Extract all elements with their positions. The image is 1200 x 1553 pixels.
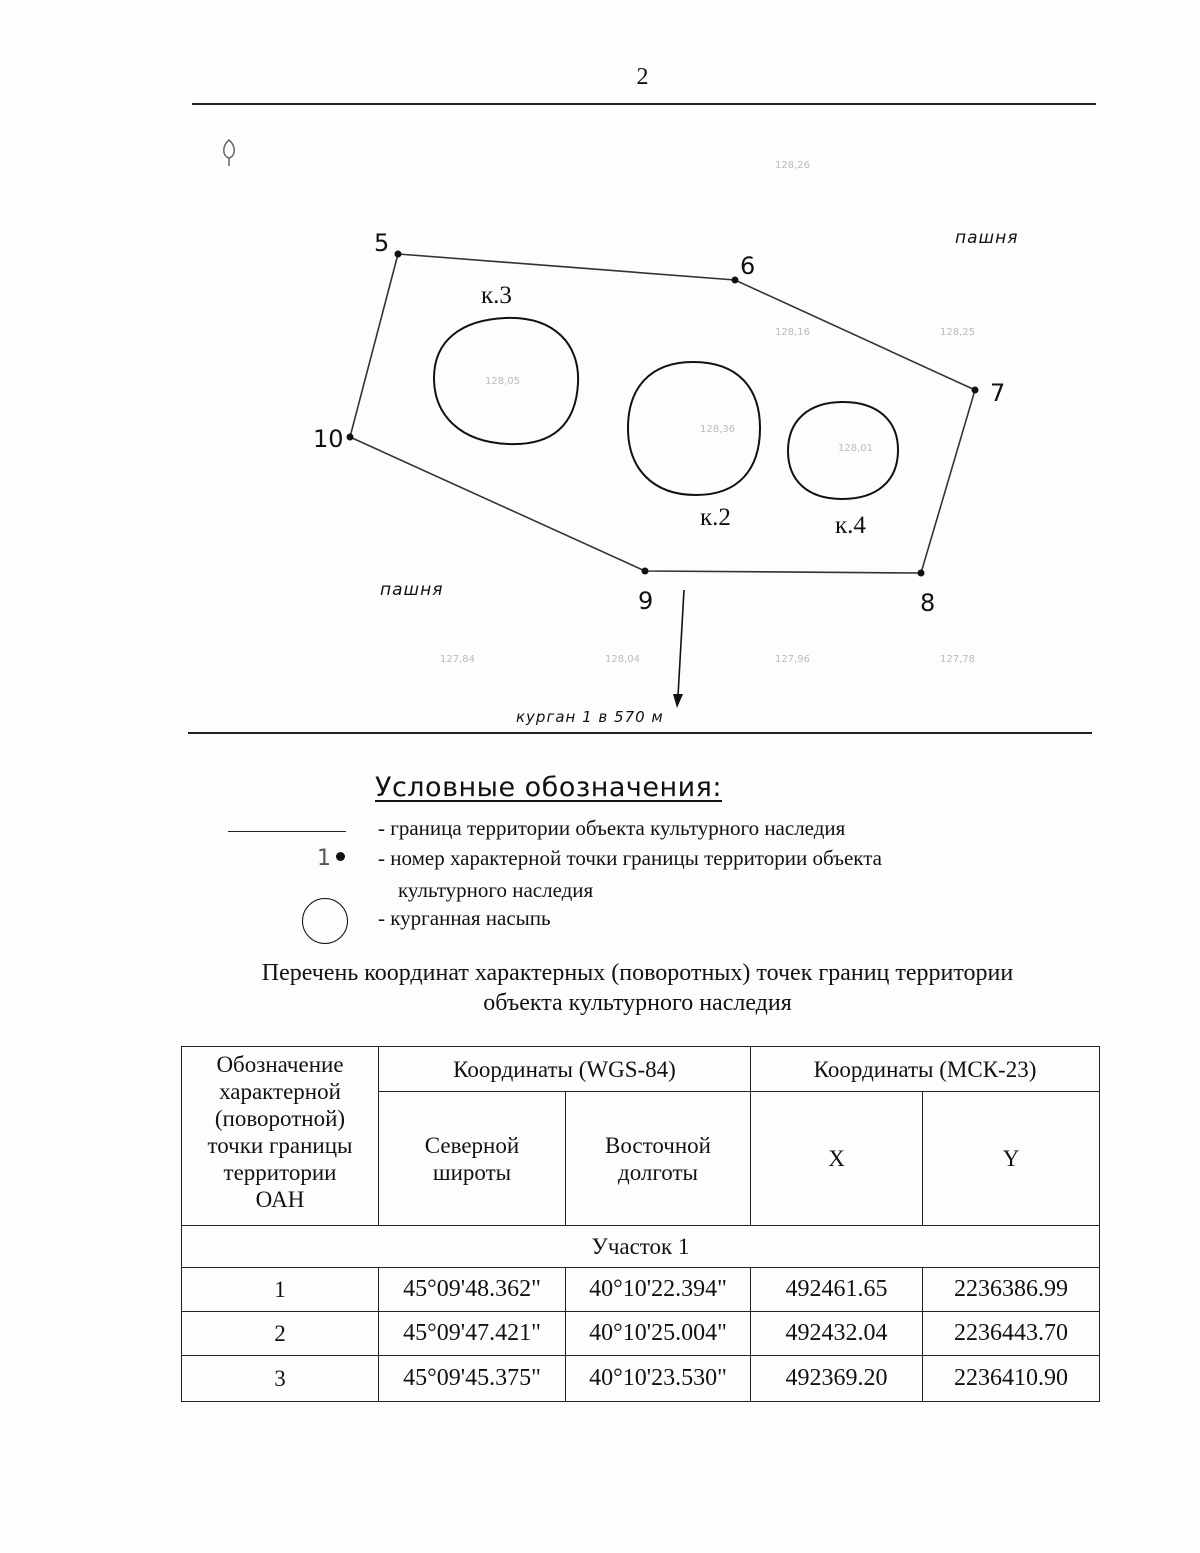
cell-y: 2236386.99	[923, 1268, 1100, 1312]
boundary-point-7	[972, 387, 979, 394]
cell-point: 3	[182, 1356, 379, 1402]
point-label-10: 10	[313, 425, 344, 453]
table-row	[182, 1312, 1100, 1356]
mound-4-label: к.4	[835, 512, 866, 539]
elevation-mark: 127,78	[940, 654, 975, 665]
legend-line-symbol	[228, 831, 346, 832]
point-label-9: 9	[638, 587, 654, 615]
coordinates-table	[181, 1046, 1100, 1402]
header-y: Y	[923, 1092, 1100, 1226]
mound-4-elevation: 128,01	[838, 443, 873, 454]
mound-3-label: к.3	[481, 282, 512, 309]
legend-line-text: - граница территории объекта культурного наследия	[378, 816, 846, 840]
cell-lon: 40°10'22.394"	[566, 1268, 751, 1312]
cell-x: 492432.04	[751, 1312, 923, 1356]
header-wgs84: Координаты (WGS-84)	[379, 1047, 751, 1092]
legend-point-text: - номер характерной точки границы территории объекта	[378, 846, 882, 870]
elevation-mark: 128,04	[605, 654, 640, 665]
table-row	[182, 1356, 1100, 1402]
mound-2-outline	[628, 362, 760, 495]
elevation-mark: 128,16	[775, 327, 810, 338]
list-title-line1: Перечень координат характерных (поворотных) точек границ территории	[261, 960, 1014, 986]
elevation-mark: 128,26	[775, 160, 810, 171]
legend-point-number: 1	[317, 846, 331, 871]
header-x: X	[751, 1092, 923, 1226]
boundary-points	[347, 251, 979, 577]
point-label-8: 8	[920, 589, 936, 617]
header-point-designation: Обозначение характерной (поворотной) точки границы территории ОАН	[182, 1047, 379, 1226]
direction-arrow-icon	[673, 590, 684, 708]
section-row: Участок 1	[182, 1226, 1100, 1268]
page-number: 2	[636, 64, 649, 90]
map-bottom-rule	[188, 732, 1092, 734]
cell-point: 1	[182, 1268, 379, 1312]
point-label-5: 5	[374, 229, 390, 257]
list-title-line2: объекта культурного наследия	[483, 990, 792, 1016]
elevation-mark: 128,25	[940, 327, 975, 338]
mound-2-elevation: 128,36	[700, 424, 735, 435]
header-msk23: Координаты (МСК-23)	[751, 1047, 1100, 1092]
field-label-top: пашня	[955, 228, 1019, 248]
cell-y: 2236443.70	[923, 1312, 1100, 1356]
boundary-point-10	[347, 434, 354, 441]
legend-circle-text: - курганная насыпь	[378, 906, 551, 930]
elevation-mark: 127,96	[775, 654, 810, 665]
table-row	[182, 1268, 1100, 1312]
legend-circle-icon	[302, 898, 348, 944]
cell-lon: 40°10'25.004"	[566, 1312, 751, 1356]
cell-y: 2236410.90	[923, 1356, 1100, 1402]
elevation-marks	[440, 160, 975, 665]
cell-lat: 45°09'48.362"	[379, 1268, 566, 1312]
mound-2-label: к.2	[700, 504, 731, 531]
point-label-7: 7	[990, 379, 1006, 407]
north-marker-icon	[224, 140, 235, 166]
mound-3-elevation: 128,05	[485, 376, 520, 387]
cell-x: 492369.20	[751, 1356, 923, 1402]
legend-title: Условные обозначения:	[375, 772, 722, 803]
boundary-point-8	[918, 570, 925, 577]
cell-x: 492461.65	[751, 1268, 923, 1312]
cell-lon: 40°10'23.530"	[566, 1356, 751, 1402]
cell-point: 2	[182, 1312, 379, 1356]
coordinates-list-title	[0, 958, 1200, 1018]
boundary-point-6	[732, 277, 739, 284]
boundary-point-9	[642, 568, 649, 575]
cell-lat: 45°09'45.375"	[379, 1356, 566, 1402]
legend-point-dot-icon	[336, 852, 345, 861]
direction-label: курган 1 в 570 м	[516, 708, 664, 726]
boundary-point-5	[395, 251, 402, 258]
header-north-latitude: Северной широты	[379, 1092, 566, 1226]
elevation-mark: 127,84	[440, 654, 475, 665]
point-label-6: 6	[740, 252, 756, 280]
site-map	[0, 0, 1200, 740]
field-label-bottom: пашня	[380, 580, 444, 600]
legend-point-text-cont: культурного наследия	[398, 878, 594, 902]
header-east-longitude: Восточной долготы	[566, 1092, 751, 1226]
cell-lat: 45°09'47.421"	[379, 1312, 566, 1356]
